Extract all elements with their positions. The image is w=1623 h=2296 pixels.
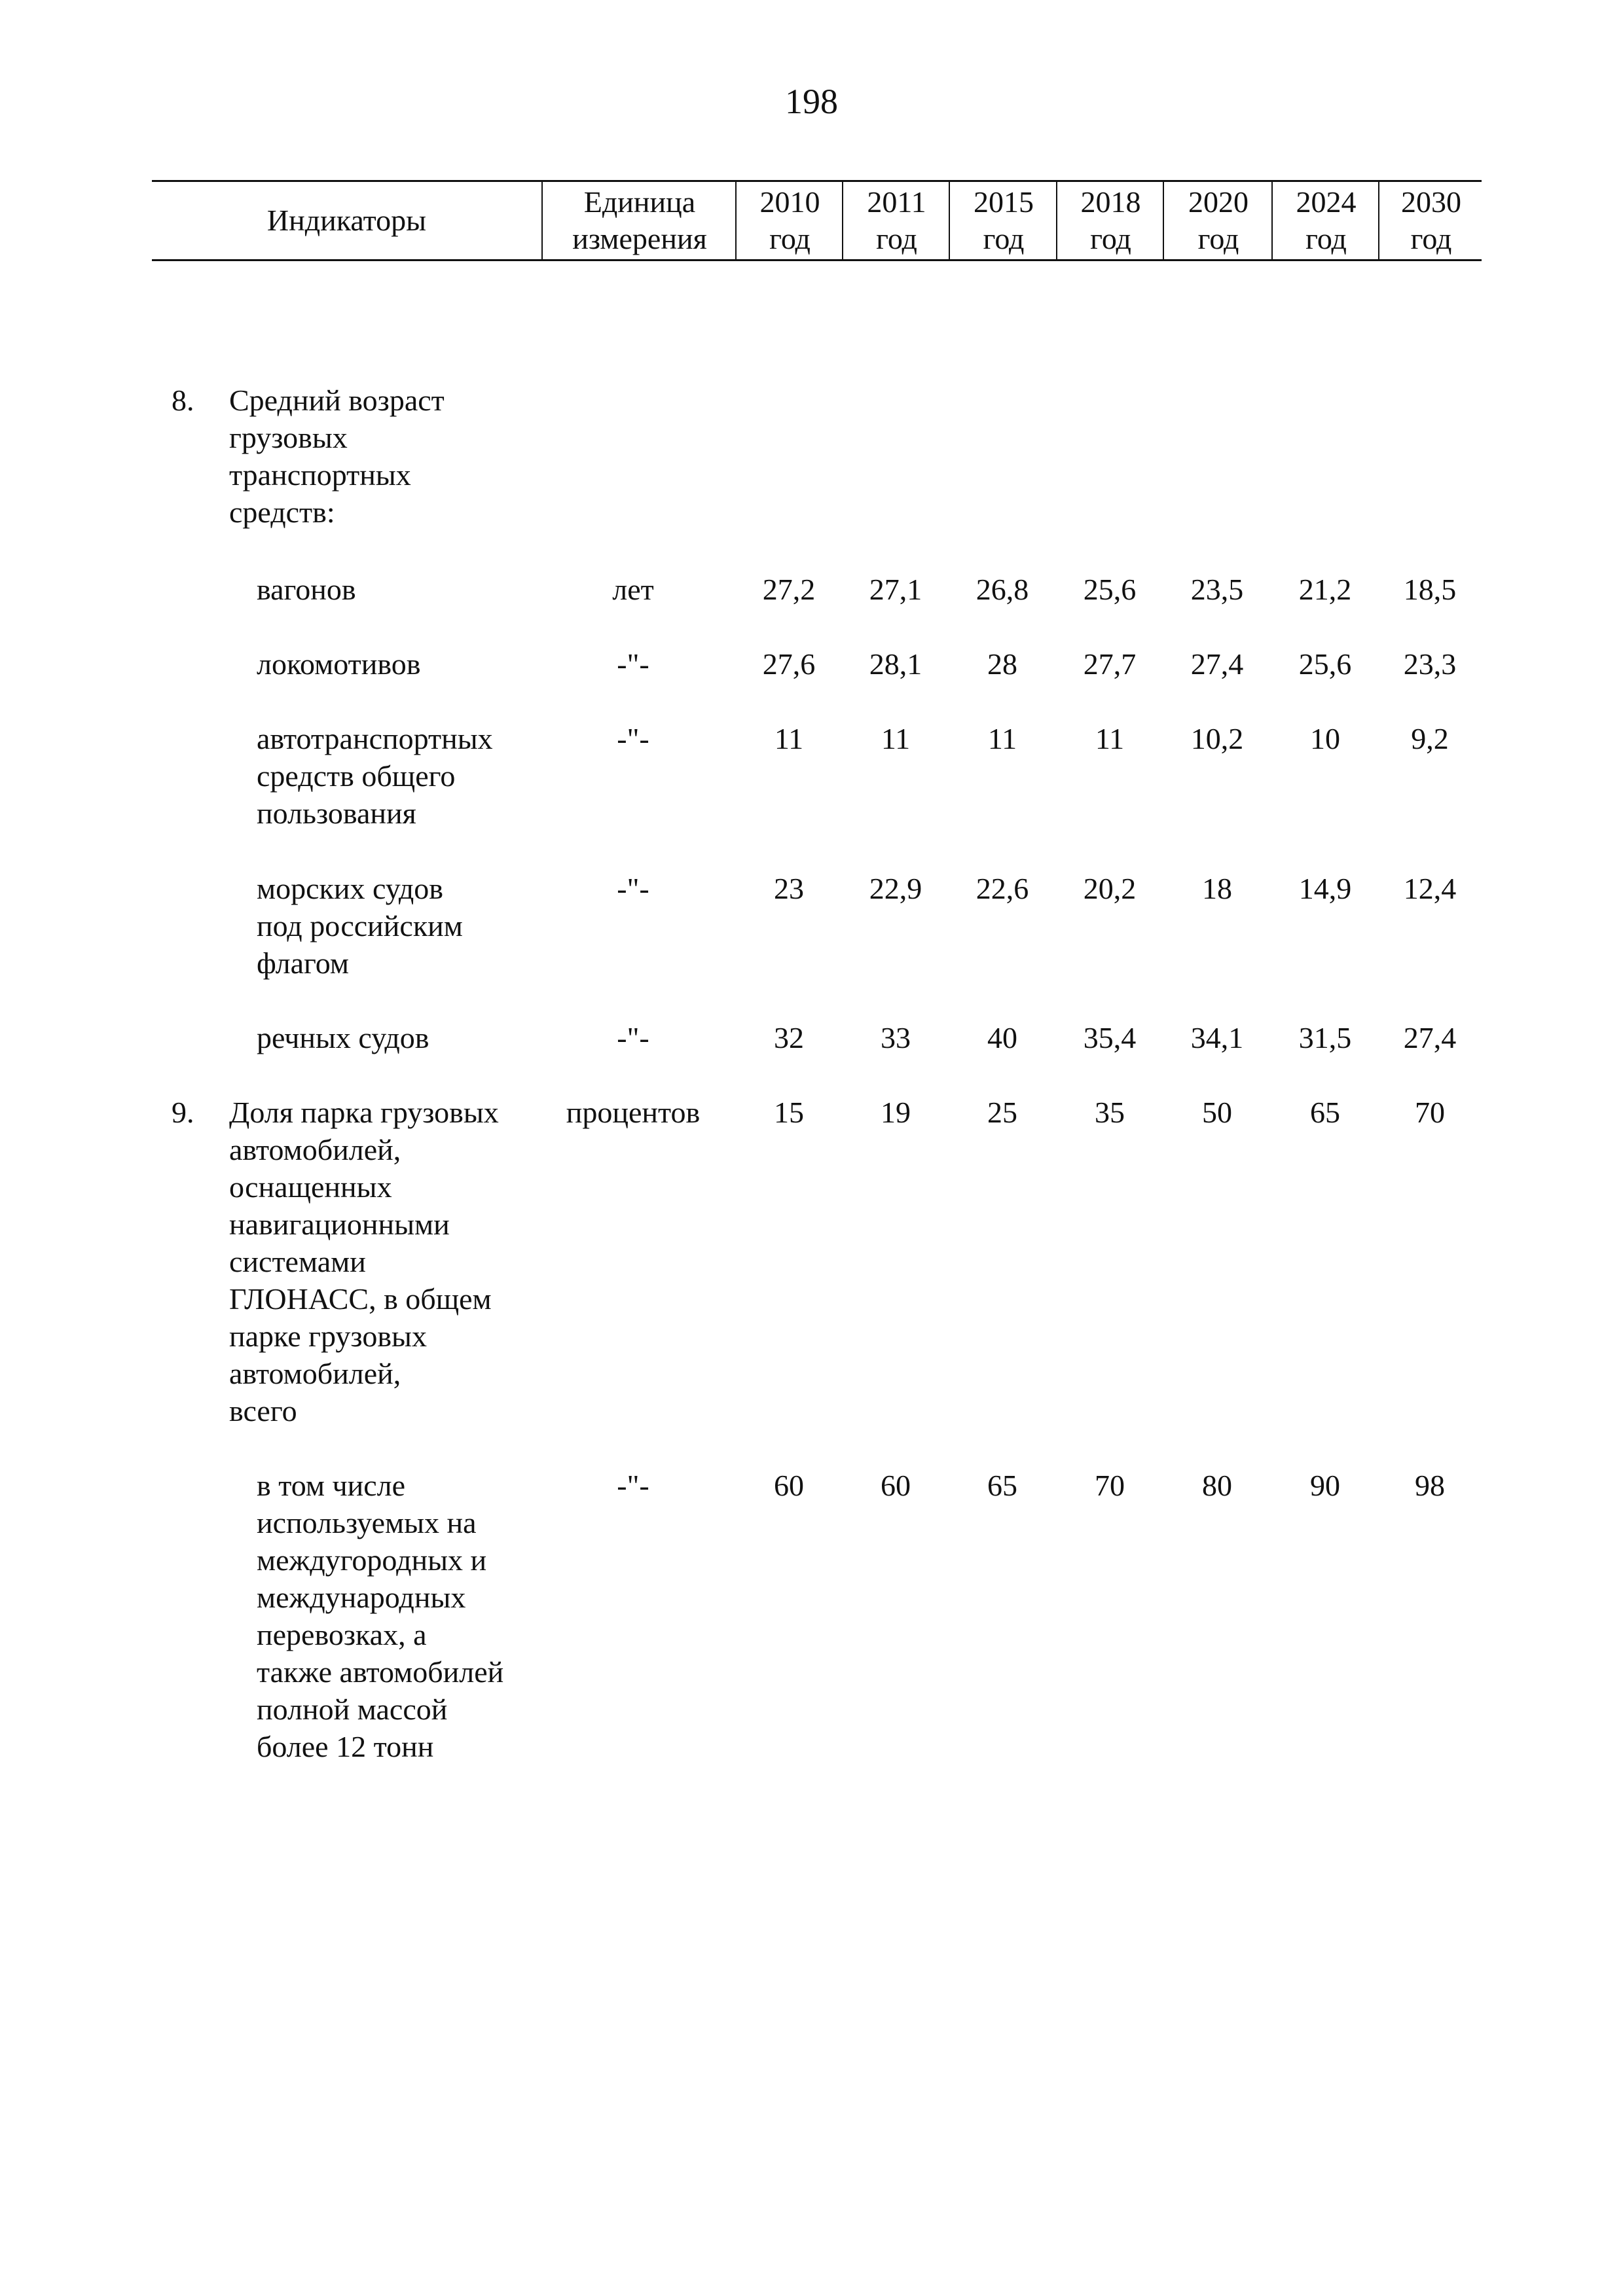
table-row <box>152 1467 1482 1765</box>
indicator-label <box>229 1094 499 1429</box>
value-cell: 10,2 <box>1190 722 1244 755</box>
table-row <box>152 1094 1482 1429</box>
value-cell: 10 <box>1310 722 1340 755</box>
value-cell: 31,5 <box>1298 1021 1352 1054</box>
table-row <box>152 645 1482 683</box>
unit-cell: -"- <box>617 1469 649 1502</box>
header-year-suffix: год <box>1410 222 1452 255</box>
indicator-label-line: системами <box>229 1245 366 1278</box>
value-cell: 25,6 <box>1083 573 1137 606</box>
indicator-label-line: флагом <box>257 946 349 980</box>
value-cell: 34,1 <box>1190 1021 1244 1054</box>
indicator-label <box>257 720 493 832</box>
indicator-label-line: пользования <box>257 797 416 830</box>
indicator-label-line: междугородных и <box>257 1543 487 1577</box>
header-year-2020 <box>1163 182 1273 259</box>
unit-cell: -"- <box>617 647 649 681</box>
value-cell: 18 <box>1202 872 1232 905</box>
value-cell: 11 <box>987 722 1017 755</box>
value-cell: 80 <box>1202 1469 1232 1502</box>
value-cell: 23 <box>774 872 804 905</box>
header-year-2018 <box>1056 182 1164 259</box>
unit-cell: процентов <box>566 1096 701 1129</box>
table-row <box>152 720 1482 832</box>
indicator-label <box>257 1019 429 1056</box>
indicator-label-line: ГЛОНАСС, в общем <box>229 1282 492 1316</box>
value-cell: 22,6 <box>976 872 1029 905</box>
value-cell: 26,8 <box>976 573 1029 606</box>
indicator-label-line: также автомобилей <box>257 1655 504 1689</box>
unit-cell: -"- <box>617 722 649 755</box>
header-year-suffix: год <box>1090 222 1131 255</box>
value-cell: 23,5 <box>1190 573 1244 606</box>
value-cell: 35 <box>1095 1096 1125 1129</box>
value-cell: 65 <box>987 1469 1017 1502</box>
header-year-suffix: год <box>1197 222 1239 255</box>
value-cell: 70 <box>1095 1469 1125 1502</box>
header-indicators-text: Индикаторы <box>266 204 427 237</box>
value-cell: 65 <box>1310 1096 1340 1129</box>
value-cell: 28 <box>987 647 1017 681</box>
indicator-label-line: вагонов <box>257 573 356 606</box>
value-cell: 27,6 <box>762 647 816 681</box>
indicator-label-line: всего <box>229 1394 297 1427</box>
indicator-label <box>257 645 420 683</box>
row-number: 8. <box>172 384 194 417</box>
value-cell: 90 <box>1310 1469 1340 1502</box>
indicator-label-line: в том числе <box>257 1469 405 1502</box>
header-year: 2015 <box>974 185 1034 219</box>
value-cell: 27,4 <box>1190 647 1244 681</box>
value-cell: 15 <box>774 1096 804 1129</box>
value-cell: 9,2 <box>1411 722 1449 755</box>
header-year: 2020 <box>1188 185 1249 219</box>
indicator-label-line: Доля парка грузовых <box>229 1096 499 1129</box>
value-cell: 11 <box>881 722 911 755</box>
value-cell: 25,6 <box>1298 647 1352 681</box>
indicator-label-line: более 12 тонн <box>257 1730 434 1763</box>
table-row <box>152 870 1482 982</box>
indicator-label-line: автомобилей, <box>229 1357 401 1390</box>
value-cell: 11 <box>774 722 804 755</box>
header-unit <box>541 182 737 259</box>
value-cell: 19 <box>881 1096 911 1129</box>
header-year: 2011 <box>867 185 926 219</box>
header-unit-line1: Единица <box>583 185 696 219</box>
header-year: 2018 <box>1080 185 1141 219</box>
value-cell: 50 <box>1202 1096 1232 1129</box>
indicator-label-line: речных судов <box>257 1021 429 1054</box>
header-year: 2010 <box>759 185 820 219</box>
value-cell: 21,2 <box>1298 573 1352 606</box>
indicators-table <box>152 180 1482 1763</box>
indicator-label <box>257 571 356 608</box>
header-indicators <box>152 182 541 259</box>
value-cell: 40 <box>987 1021 1017 1054</box>
indicator-label-line: локомотивов <box>257 647 421 681</box>
indicator-label-line: парке грузовых <box>229 1319 427 1353</box>
indicator-label-line: грузовых <box>229 421 348 454</box>
value-cell: 25 <box>987 1096 1017 1129</box>
value-cell: 27,2 <box>762 573 816 606</box>
value-cell: 28,1 <box>869 647 922 681</box>
header-year: 2030 <box>1401 185 1461 219</box>
header-year-2011 <box>842 182 950 259</box>
value-cell: 32 <box>774 1021 804 1054</box>
value-cell: 14,9 <box>1298 872 1352 905</box>
value-cell: 70 <box>1415 1096 1445 1129</box>
value-cell: 35,4 <box>1083 1021 1137 1054</box>
header-year-suffix: год <box>769 222 811 255</box>
indicator-label <box>229 382 445 531</box>
table-row <box>152 1019 1482 1056</box>
value-cell: 23,3 <box>1403 647 1457 681</box>
indicator-label-line: навигационными <box>229 1208 450 1241</box>
value-cell: 98 <box>1415 1469 1445 1502</box>
indicator-label-line: полной массой <box>257 1693 448 1726</box>
value-cell: 60 <box>774 1469 804 1502</box>
value-cell: 20,2 <box>1083 872 1137 905</box>
header-year-2030 <box>1378 182 1483 259</box>
value-cell: 18,5 <box>1403 573 1457 606</box>
value-cell: 11 <box>1095 722 1125 755</box>
table-header <box>152 180 1482 261</box>
value-cell: 27,4 <box>1403 1021 1457 1054</box>
indicator-label-line: международных <box>257 1581 466 1614</box>
indicator-label-line: используемых на <box>257 1506 477 1539</box>
value-cell: 60 <box>881 1469 911 1502</box>
indicator-label-line: Средний возраст <box>229 384 445 417</box>
indicator-label-line: оснащенных <box>229 1170 392 1204</box>
header-year-2015 <box>949 182 1057 259</box>
row-number: 9. <box>172 1096 194 1129</box>
value-cell: 27,1 <box>869 573 922 606</box>
value-cell: 22,9 <box>869 872 922 905</box>
indicator-label <box>257 1467 503 1765</box>
indicator-label-line: средств: <box>229 495 335 529</box>
indicator-label-line: автомобилей, <box>229 1133 401 1166</box>
unit-cell: -"- <box>617 1021 649 1054</box>
header-year: 2024 <box>1296 185 1357 219</box>
indicator-label-line: морских судов <box>257 872 444 905</box>
indicator-label-line: перевозках, а <box>257 1618 427 1651</box>
unit-cell: -"- <box>617 872 649 905</box>
header-year-suffix: год <box>983 222 1025 255</box>
value-cell: 27,7 <box>1083 647 1137 681</box>
unit-cell: лет <box>612 573 654 606</box>
value-cell: 12,4 <box>1403 872 1457 905</box>
indicator-label-line: транспортных <box>229 458 411 492</box>
page-number: 198 <box>785 82 838 121</box>
indicator-label-line: под российским <box>257 909 463 942</box>
indicator-label-line: средств общего <box>257 759 456 793</box>
indicator-label-line: автотранспортных <box>257 722 493 755</box>
indicator-label <box>257 870 463 982</box>
header-year-suffix: год <box>1305 222 1347 255</box>
header-year-suffix: год <box>876 222 917 255</box>
header-year-2024 <box>1271 182 1379 259</box>
header-year-2010 <box>735 182 843 259</box>
value-cell: 33 <box>881 1021 911 1054</box>
header-unit-line2: измерения <box>572 222 707 255</box>
table-row <box>152 382 1482 531</box>
table-row <box>152 571 1482 608</box>
